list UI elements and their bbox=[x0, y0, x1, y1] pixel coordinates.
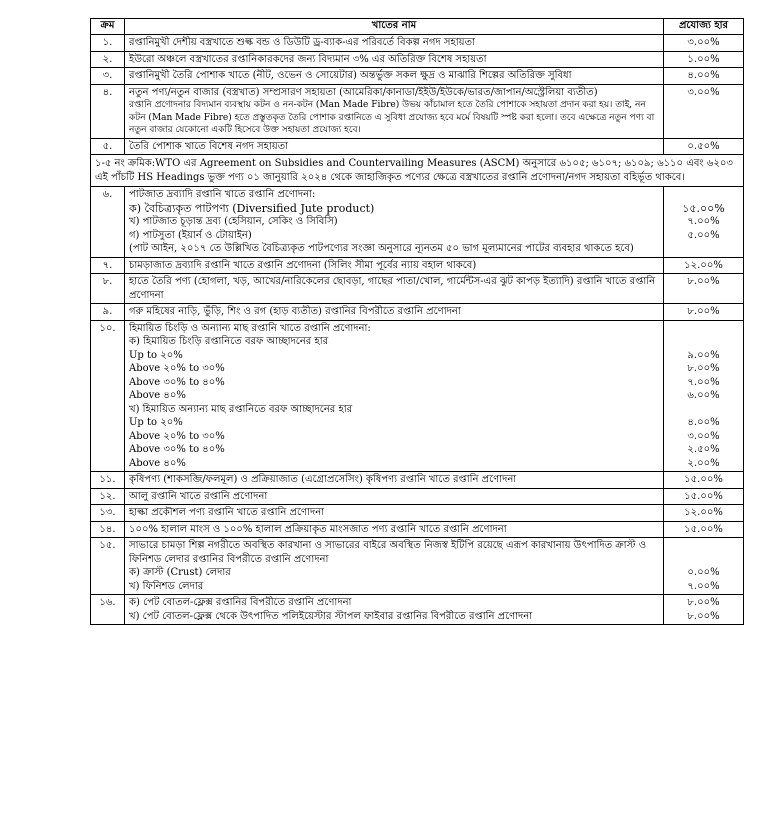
row-rate-group bbox=[664, 320, 744, 472]
sub-item-label: গ) পাটসুতা (ইয়ার্ন ও টোয়াইন) bbox=[129, 229, 252, 241]
wto-note-row bbox=[91, 155, 744, 187]
row-text: গরু মহিষের নাড়ি, ভুঁড়ি, শিং ও রগ (হাড় ব্যতীত) রপ্তানির বিপরীতে রপ্তানি প্রণোদনা bbox=[129, 306, 461, 317]
row-note: রপ্তানি প্রণোদনার বিদ্যমান ব্যবস্থায় কটন ও নন-কটন (Man Made Fibre) উভয় কাঁচামাল হতে তৈরি পোশাকে সহায়তা প্রদান করা হয়। তাই, নন কটন (Man Made Fibre) হতে প্রস্তুতকৃত তৈরি পোশাক রপ্তানিতে এ সুবিধা প্রযোজ্য হবে মর্মে বিষয়টি স্পষ্ট করা হলো। তবে এক্ষেত্রে নতুন পণ্য বা নতুন বাজার যেকোনো একটি হিসেবে উক্ত সহায়তা প্রযোজ্য হবে। bbox=[129, 100, 655, 135]
sub-item-label: Above ৪০% bbox=[129, 457, 186, 469]
row-text: হিমায়িত চিংড়ি ও অন্যান্য মাছ রপ্তানি খাতে রপ্তানি প্রণোদনা: bbox=[129, 322, 371, 334]
row-serial: ১৩. bbox=[91, 505, 125, 522]
sub-item-label: খ) পেট বোতল-ফ্লেক্স থেকে উৎপাদিত পলিইয়েস্টার স্টাপল ফাইবার রপ্তানির বিপরীতে রপ্তানি প্রণোদনা bbox=[129, 610, 533, 622]
row-text: নতুন পণ্য/নতুন বাজার (বস্ত্রখাত) সম্প্রসারণ সহায়তা (আমেরিকা/কানাডা/ইইউ/ইউকে/ভারত/জাপান/অস্ট্রেলিয়া ব্যতীত) bbox=[129, 86, 598, 98]
row-serial: ৭. bbox=[91, 257, 125, 274]
row-rate-group bbox=[664, 595, 744, 625]
row-serial: ১১. bbox=[91, 472, 125, 489]
sub-item-rate: ২.৫০% bbox=[687, 444, 720, 455]
sub-item-rate: ৫.০০% bbox=[687, 229, 720, 241]
row-text: আলু রপ্তানি খাতে রপ্তানি প্রণোদনা bbox=[129, 490, 268, 502]
row-text: তৈরি পোশাক খাতে বিশেষ নগদ সহায়তা bbox=[129, 140, 289, 152]
row-rate: ১২.০০% bbox=[664, 257, 744, 274]
table-row bbox=[91, 257, 744, 274]
row-sector bbox=[125, 68, 664, 85]
table-row bbox=[91, 274, 744, 304]
row-sector bbox=[125, 488, 664, 505]
row-sector bbox=[125, 138, 664, 155]
row-rate: ০.৫০% bbox=[664, 138, 744, 155]
sub-item-rate: ৮.০০% bbox=[687, 597, 720, 608]
row-rate: ১৫.০০% bbox=[664, 488, 744, 505]
row-serial: ১০. bbox=[91, 320, 125, 472]
sub-item-rate: ১৫.০০% bbox=[682, 201, 725, 215]
header-applicable-rate: প্রযোজ্য হার bbox=[664, 19, 744, 35]
row-rate: ১৫.০০% bbox=[664, 521, 744, 538]
sub-item-rate: ৮.০০% bbox=[687, 610, 720, 622]
table-row bbox=[91, 187, 744, 258]
sub-item-rate: ৪.০০% bbox=[687, 417, 720, 428]
row-serial: ৫. bbox=[91, 138, 125, 155]
table-row bbox=[91, 505, 744, 522]
sub-item-rate: ২.০০% bbox=[687, 457, 720, 469]
row-text: ইউরো অঞ্চলে বস্ত্রখাতের রপ্তানিকারকদের জন্য বিদ্যমান ৩% এর অতিরিক্ত বিশেষ সহায়তা bbox=[129, 53, 487, 65]
header-sector-name: খাতের নাম bbox=[125, 19, 664, 35]
table-row bbox=[91, 35, 744, 52]
table-row bbox=[91, 488, 744, 505]
table-row bbox=[91, 521, 744, 538]
row-text: পাটজাত দ্রব্যাদি রপ্তানি খাতে রপ্তানি প্রণোদনা: bbox=[129, 189, 316, 200]
row-sector bbox=[125, 257, 664, 274]
row-sector bbox=[125, 505, 664, 522]
sub-item-label: খ) ফিনিশড লেদার bbox=[129, 580, 204, 592]
sub-item-rate: ৭.০০% bbox=[687, 376, 720, 388]
sub-item-rate: ৬.০০% bbox=[687, 390, 720, 401]
row-text: রপ্তানিমুখী দেশীয় বস্ত্রখাতে শুল্ক বন্ড ও ডিউটি ড্র-ব্যাক-এর পরিবর্তে বিকল্প নগদ সহায়তা bbox=[129, 37, 475, 48]
sub-item-label: খ) পাটজাত চূড়ান্ত দ্রব্য (হেসিয়ান, সেকিং ও সিবিসি) bbox=[129, 216, 338, 227]
table-row bbox=[91, 472, 744, 489]
table-row bbox=[91, 51, 744, 68]
table-row bbox=[91, 138, 744, 155]
row-sector bbox=[125, 304, 664, 321]
row-rate: ১৫.০০% bbox=[664, 472, 744, 489]
sub-item-rate: ৩.০০% bbox=[687, 430, 720, 442]
row-serial: ১২. bbox=[91, 488, 125, 505]
row-sector bbox=[125, 538, 664, 595]
row-serial: ৬. bbox=[91, 187, 125, 258]
incentive-rate-table bbox=[90, 18, 744, 625]
row-sector bbox=[125, 595, 664, 625]
table-row bbox=[91, 84, 744, 138]
row-sector bbox=[125, 521, 664, 538]
row-text: হাতে তৈরি পণ্য (হোগলা, খড়, আখের/নারিকেলের ছোবড়া, গাছের পাতা/খোল, গার্মেন্টস-এর ঝুট কাপড় ইত্যাদি) রপ্তানি খাতে রপ্তানি প্রণোদনা bbox=[129, 276, 656, 301]
sub-item-label: Above ৩০% to ৪০% bbox=[129, 376, 225, 388]
table-row bbox=[91, 320, 744, 472]
sub-item-label: Above ৩০% to ৪০% bbox=[129, 444, 225, 455]
incentive-table-page bbox=[90, 18, 744, 625]
sub-item-label: Above ৪০% bbox=[129, 390, 186, 401]
row-sector bbox=[125, 187, 664, 258]
row-serial: ৪. bbox=[91, 84, 125, 138]
table-row bbox=[91, 538, 744, 595]
sub-item-rate: ৯.০০% bbox=[687, 349, 720, 361]
row-rate: ৮.০০% bbox=[664, 274, 744, 304]
sub-heading: ক) হিমায়িত চিংড়ি রপ্তানিতে বরফ আচ্ছাদনের হার bbox=[129, 336, 329, 347]
table-row bbox=[91, 595, 744, 625]
row-sector bbox=[125, 320, 664, 472]
table-row bbox=[91, 68, 744, 85]
row-rate: ১২.০০% bbox=[664, 505, 744, 522]
row-text: ১০০% হালাল মাংস ও ১০০% হালাল প্রক্রিয়াকৃত মাংসজাত পণ্য রপ্তানি খাতে রপ্তানি প্রণোদনা bbox=[129, 523, 507, 535]
row-sector bbox=[125, 84, 664, 138]
row-sector bbox=[125, 51, 664, 68]
row-serial: ৯. bbox=[91, 304, 125, 321]
sub-heading: খ) হিমায়িত অন্যান্য মাছ রপ্তানিতে বরফ আচ্ছাদনের হার bbox=[129, 403, 353, 415]
row-text: কৃষিপণ্য (শাকসব্জি/ফলমূল) ও প্রক্রিয়াজাত (এগ্রোপ্রসেসিং) কৃষিপণ্য রপ্তানি খাতে রপ্তানি প্রণোদনা bbox=[129, 474, 517, 485]
row-rate: ৮.০০% bbox=[664, 304, 744, 321]
sub-item-rate: ৭.০০% bbox=[687, 216, 720, 227]
row-rate: ৪.০০% bbox=[664, 68, 744, 85]
row-sector bbox=[125, 472, 664, 489]
sub-item-label: Up to ২০% bbox=[129, 349, 183, 361]
row-serial: ১৪. bbox=[91, 521, 125, 538]
row-text: রপ্তানিমুখী তৈরি পোশাক খাতে (নীট, ওভেন ও সোয়েটার) অন্তর্ভুক্ত সকল ক্ষুদ্র ও মাঝারি শিল্পের অতিরিক্ত সুবিধা bbox=[129, 70, 572, 81]
row-text: হাল্কা প্রকৌশল পণ্য রপ্তানি খাতে রপ্তানি প্রণোদনা bbox=[129, 507, 325, 518]
row-note: (পাট আইন, ২০১৭ তে উল্লিখিত বৈচিত্র্যকৃত পাটপণ্যের সংজ্ঞা অনুসারে ন্যূনতম ৫০ ভাগ মূল্যমানের পাটের ব্যবহার থাকতে হবে) bbox=[129, 243, 634, 254]
row-serial: ১. bbox=[91, 35, 125, 52]
row-rate: ৩.০০% bbox=[664, 84, 744, 138]
row-text: চামড়াজাত দ্রব্যাদি রপ্তানি খাতে রপ্তানি প্রণোদনা (সিলিং সীমা পূর্বের ন্যায় বহাল থাকবে) bbox=[129, 259, 477, 271]
sub-item-rate: ০.০০% bbox=[687, 567, 720, 578]
row-rate-group bbox=[664, 538, 744, 595]
row-sector bbox=[125, 274, 664, 304]
table-header-row bbox=[91, 19, 744, 35]
row-serial: ৮. bbox=[91, 274, 125, 304]
sub-item-label: ক) ক্রাস্ট (Crust) লেদার bbox=[129, 567, 231, 578]
sub-item-label: Above ২০% to ৩০% bbox=[129, 363, 225, 374]
row-text: সাভারে চামড়া শিল্প নগরীতে অবস্থিত কারখানা ও সাভারের বাইরে অবস্থিত নিজস্ব ইটিপি রয়েছে এরূপ কারখানায় উৎপাদিত ক্রাস্ট ও ফিনিশড লেদার রপ্তানির বিপরীতে রপ্তানি প্রণোদনা bbox=[129, 540, 647, 565]
header-serial: ক্রম bbox=[91, 19, 125, 35]
sub-item-label: ক) পেট বোতল-ফ্লেক্স রপ্তানির বিপরীতে রপ্তানি প্রণোদনা bbox=[129, 597, 352, 608]
row-sector bbox=[125, 35, 664, 52]
row-serial: ৩. bbox=[91, 68, 125, 85]
row-rate-group bbox=[664, 187, 744, 258]
sub-item-rate: ৮.০০% bbox=[687, 363, 720, 374]
row-serial: ২. bbox=[91, 51, 125, 68]
table-row bbox=[91, 304, 744, 321]
sub-item-label: ক) বৈচিত্র্যকৃত পাটপণ্য (Diversified Jute product) bbox=[129, 201, 375, 215]
wto-note: ১-৫ নং ক্রমিক:WTO এর Agreement on Subsidies and Countervailing Measures (ASCM) অনুসারে ৬১০৫; ৬১০৭; ৬১০৯; ৬১১০ এবং ৬২০৩ এই পাঁচটি HS Headings ভুক্ত পণ্য ০১ জানুয়ারি ২০২৪ থেকে জাহাজিকৃত পণ্যের ক্ষেত্রে বস্ত্রখাতের রপ্তানি প্রণোদনা/নগদ সহায়তা বহির্ভূত থাকবে। bbox=[91, 155, 744, 187]
sub-item-rate: ৭.০০% bbox=[687, 580, 720, 592]
sub-item-label: Up to ২০% bbox=[129, 417, 183, 428]
row-serial: ১৫. bbox=[91, 538, 125, 595]
row-rate: ৩.০০% bbox=[664, 35, 744, 52]
row-rate: ১.০০% bbox=[664, 51, 744, 68]
row-serial: ১৬. bbox=[91, 595, 125, 625]
sub-item-label: Above ২০% to ৩০% bbox=[129, 430, 225, 442]
